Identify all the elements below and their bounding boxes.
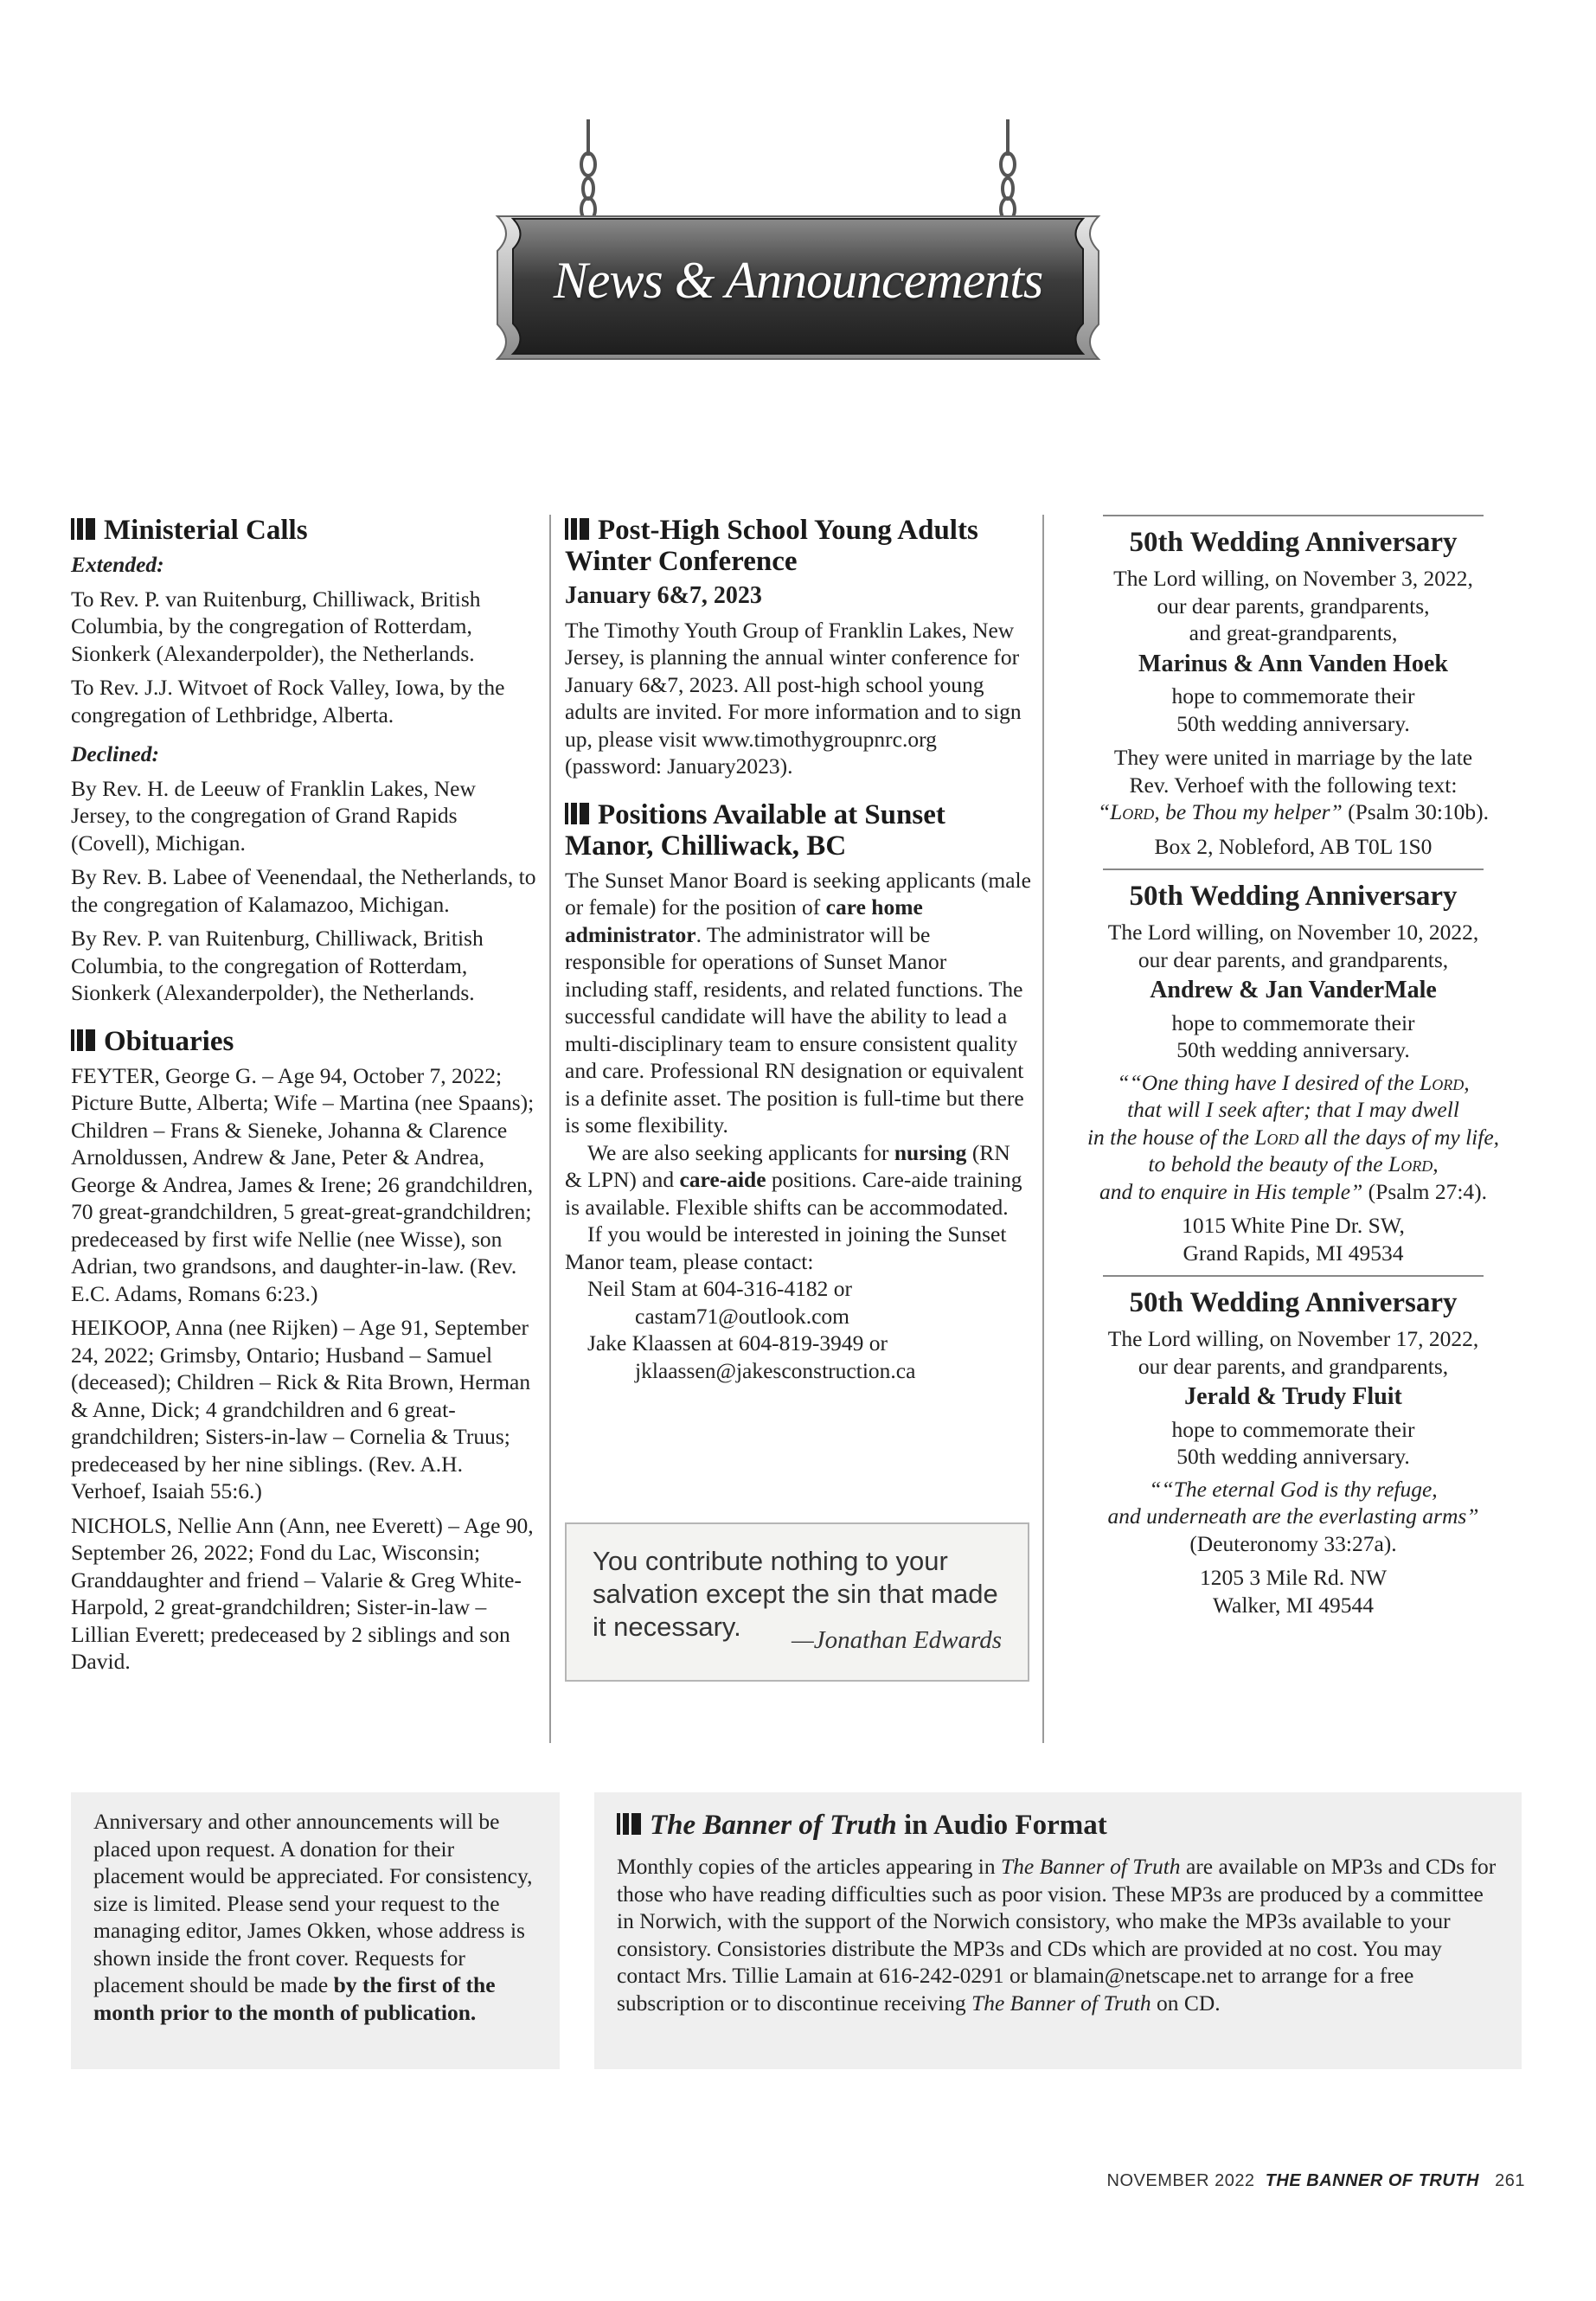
column-divider bbox=[549, 515, 551, 1743]
anniversary-verse: in the house of the Lord all the days of my life, bbox=[1086, 1124, 1500, 1150]
anniversary-address: Box 2, Nobleford, AB T0L 1S0 bbox=[1154, 833, 1433, 859]
anniversary-line: hope to commemorate their bbox=[1171, 1416, 1415, 1442]
quote-box bbox=[565, 1522, 1029, 1682]
anniversary-address: 1205 3 Mile Rd. NW bbox=[1199, 1565, 1388, 1590]
declined-call: By Rev. P. van Ruitenburg, Chilliwack, British Columbia, to the congregation of Rotterdam, Sionkerk (Alexanderpolder), the Netherlands. bbox=[71, 926, 484, 1005]
anniversary-line: The Lord willing, on November 10, 2022, bbox=[1107, 920, 1479, 945]
extended-label: Extended: bbox=[71, 552, 164, 577]
declined-call: By Rev. H. de Leeuw of Franklin Lakes, New Jersey, to the congregation of Grand Rapids (Covell), Michigan. bbox=[71, 775, 476, 856]
anniversary-line: 50th wedding anniversary. bbox=[1176, 1037, 1410, 1062]
ministerial-calls-heading: Ministerial Calls bbox=[71, 515, 538, 546]
anniversary-line: our dear parents, and grandparents, bbox=[1138, 1353, 1449, 1379]
anniversary-title: 50th Wedding Anniversary bbox=[1129, 1287, 1458, 1318]
obituary-entry: HEIKOOP, Anna (nee Rijken) – Age 91, September 24, 2022; Grimsby, Ontario; Husband – Samuel (deceased); Children – Rick & Rita Brown, Herman & Anne, Dick; 4 grandchildren and 6 great-grandchildren; Sisters-in-law – Cornelia & Truus; predeceased by her nine siblings. (Rev. A.H. Verhoef, Isaiah 55:6.) bbox=[71, 1315, 531, 1503]
anniversary-line: The Lord willing, on November 3, 2022, bbox=[1113, 566, 1473, 591]
header-sign bbox=[471, 112, 1125, 372]
obituaries-heading: Obituaries bbox=[71, 1026, 538, 1057]
anniversary-line: and great-grandparents, bbox=[1189, 620, 1398, 645]
anniversary-notice bbox=[1060, 868, 1527, 1266]
couple-names: Andrew & Jan VanderMale bbox=[1150, 977, 1437, 1003]
anniversary-verse: ““The eternal God is thy refuge, bbox=[1149, 1476, 1438, 1502]
section-bars-icon bbox=[565, 518, 591, 540]
quote-text: You contribute nothing to your salvation except the sin that made it necessary. bbox=[593, 1546, 998, 1642]
anniversary-line: They were united in marriage by the late bbox=[1113, 745, 1473, 770]
audio-format-box bbox=[594, 1792, 1522, 2069]
obituary-entry: NICHOLS, Nellie Ann (Ann, nee Everett) – Age 90, September 26, 2022; Fond du Lac, Wisconsin; Granddaughter and friend – Valarie & Greg White-Harpold, 2 great-grandchildren; Sister-in-law – Lillian Everett; predeceased by 2 siblings and son David. bbox=[71, 1512, 534, 1674]
anniversary-notice bbox=[1060, 1275, 1527, 1618]
anniversary-verse: and to enquire in His temple” (Psalm 27:4). bbox=[1099, 1178, 1488, 1204]
anniversary-notice bbox=[1060, 515, 1527, 860]
announcement-notice-box bbox=[71, 1792, 560, 2069]
extended-call: To Rev. P. van Ruitenburg, Chilliwack, British Columbia, by the congregation of Rotterdam, Sionkerk (Alexanderpolder), the Netherlands. bbox=[71, 586, 481, 666]
column-left bbox=[71, 515, 538, 1682]
anniversary-line: our dear parents, grandparents, bbox=[1157, 593, 1430, 619]
anniversary-title: 50th Wedding Anniversary bbox=[1129, 881, 1458, 912]
anniversary-verse: “Lord, be Thou my helper” (Psalm 30:10b). bbox=[1097, 799, 1490, 824]
anniversary-verse-ref: (Deuteronomy 33:27a). bbox=[1189, 1530, 1397, 1556]
contact-email: jklaassen@jakesconstruction.ca bbox=[635, 1357, 916, 1383]
conference-heading: Post-High School Young Adults Winter Conference bbox=[565, 515, 978, 577]
anniversary-address: Walker, MI 49544 bbox=[1212, 1592, 1374, 1618]
anniversary-line: The Lord willing, on November 17, 2022, bbox=[1107, 1326, 1479, 1351]
column-right bbox=[1060, 515, 1527, 1618]
sign-graphic bbox=[471, 112, 1125, 372]
divider bbox=[1103, 1275, 1484, 1277]
divider bbox=[1103, 868, 1484, 870]
section-bars-icon bbox=[71, 518, 97, 540]
anniversary-address: 1015 White Pine Dr. SW, bbox=[1182, 1213, 1405, 1238]
page-number: 261 bbox=[1495, 2171, 1525, 2190]
page-title: News & Announcements bbox=[553, 252, 1043, 309]
anniversary-line: hope to commemorate their bbox=[1171, 683, 1415, 708]
anniversary-line: our dear parents, and grandparents, bbox=[1138, 946, 1449, 972]
extended-call: To Rev. J.J. Witvoet of Rock Valley, Iowa, by the congregation of Lethbridge, Alberta. bbox=[71, 675, 505, 727]
contact-email: castam71@outlook.com bbox=[635, 1303, 849, 1329]
contact-line: Neil Stam at 604-316-4182 or bbox=[587, 1276, 852, 1301]
anniversary-verse: ““One thing have I desired of the Lord, bbox=[1117, 1069, 1470, 1095]
notice-text: Anniversary and other announcements will be placed upon request. A donation for their placement would be appreciated. For consistency, size is limited. Please send your request to the managing editor, James Okken, whose address is shown inside the front cover. Requests for placement should be made by the first of the month prior to the month of publication. bbox=[93, 1809, 533, 2025]
couple-names: Jerald & Trudy Fluit bbox=[1184, 1383, 1402, 1410]
anniversary-address: Grand Rapids, MI 49534 bbox=[1183, 1240, 1404, 1266]
anniversary-title: 50th Wedding Anniversary bbox=[1129, 527, 1458, 558]
chain-left bbox=[581, 119, 595, 221]
column-middle bbox=[565, 515, 1032, 1384]
anniversary-verse: and underneath are the everlasting arms” bbox=[1107, 1503, 1479, 1529]
contact-list bbox=[565, 1275, 1032, 1384]
obituary-entry: FEYTER, George G. – Age 94, October 7, 2022; Picture Butte, Alberta; Wife – Martina (nee Spaans); Children – Frans & Sieneke, Johanna & Clarence Arnoldussen, Andrew & Jane, Peter & Andrea, George & Andrea, James & Irene; 26 grandchildren, 70 great-grandchildren, 5 great-great-grandchildren; predeceased by first wife Nellie (nee Wisse), son Adrian, two grandsons, and daughter-in-law. (Rev. E.C. Adams, Romans 6:23.) bbox=[71, 1062, 535, 1306]
audio-body: Monthly copies of the articles appearing in The Banner of Truth are available on MP3s and CDs for those who have reading difficulties such as poor vision. These MP3s are produced by a committee in Norwich, with the support of the Norwich consistory, who make the MP3s available to your consistory. Consistories distribute the MP3s and CDs which are provided at no cost. You may contact Mrs. Tillie Lamain at 616-242-0291 or blamain@netscape.net to arrange for a free subscription or to discontinue receiving The Banner of Truth on CD. bbox=[617, 1854, 1497, 2016]
anniversary-verse: to behold the beauty of the Lord, bbox=[1148, 1151, 1439, 1176]
footer-publication: THE BANNER OF TRUTH bbox=[1265, 2171, 1479, 2190]
page-footer bbox=[1107, 2171, 1525, 2191]
positions-paragraph: If you would be interested in joining the Sunset Manor team, please contact: bbox=[565, 1221, 1007, 1274]
declined-call: By Rev. B. Labee of Veenendaal, the Netherlands, to the congregation of Kalamazoo, Michigan. bbox=[71, 864, 536, 917]
quote-author: —Jonathan Edwards bbox=[791, 1626, 1002, 1654]
declined-label: Declined: bbox=[71, 741, 159, 766]
section-bars-icon bbox=[617, 1813, 643, 1835]
column-divider bbox=[1042, 515, 1044, 1743]
audio-heading: The Banner of Truth in Audio Format bbox=[617, 1808, 1499, 1843]
contact-line: Jake Klaassen at 604-819-3949 or bbox=[587, 1330, 888, 1356]
conference-date: January 6&7, 2023 bbox=[565, 582, 762, 609]
anniversary-line: hope to commemorate their bbox=[1171, 1009, 1415, 1035]
section-bars-icon bbox=[71, 1029, 97, 1051]
chain-right bbox=[1001, 119, 1015, 221]
positions-paragraph: The Sunset Manor Board is seeking applicants (male or female) for the position of care home administrator. The administrator will be responsible for operations of Sunset Manor including staff, residents, and related functions. The successful candidate will have the ability to lead a multi-disciplinary team to ensure consistent quality and care. Professional RN designation or equivalent is a definite asset. The position is full-time but there is some flexibility. bbox=[565, 867, 1031, 1138]
footer-date: NOVEMBER 2022 bbox=[1106, 2171, 1255, 2190]
divider bbox=[1103, 515, 1484, 516]
anniversary-verse: that will I seek after; that I may dwell bbox=[1127, 1097, 1459, 1122]
conference-body: The Timothy Youth Group of Franklin Lakes, New Jersey, is planning the annual winter conference for January 6&7, 2023. All post-high school young adults are invited. For more information and to sign up, please visit www.timothygroupnrc.org (password: January2023). bbox=[565, 617, 1022, 779]
positions-heading: Positions Available at Sunset Manor, Chilliwack, BC bbox=[565, 798, 945, 862]
anniversary-line: 50th wedding anniversary. bbox=[1176, 1444, 1410, 1469]
anniversary-line: Rev. Verhoef with the following text: bbox=[1129, 772, 1458, 798]
couple-names: Marinus & Ann Vanden Hoek bbox=[1138, 650, 1448, 677]
anniversary-line: 50th wedding anniversary. bbox=[1176, 710, 1410, 736]
section-bars-icon bbox=[565, 803, 591, 824]
positions-paragraph: We are also seeking applicants for nursing (RN & LPN) and care-aide positions. Care-aide training is available. Flexible shifts can be accommodated. bbox=[565, 1139, 1022, 1220]
